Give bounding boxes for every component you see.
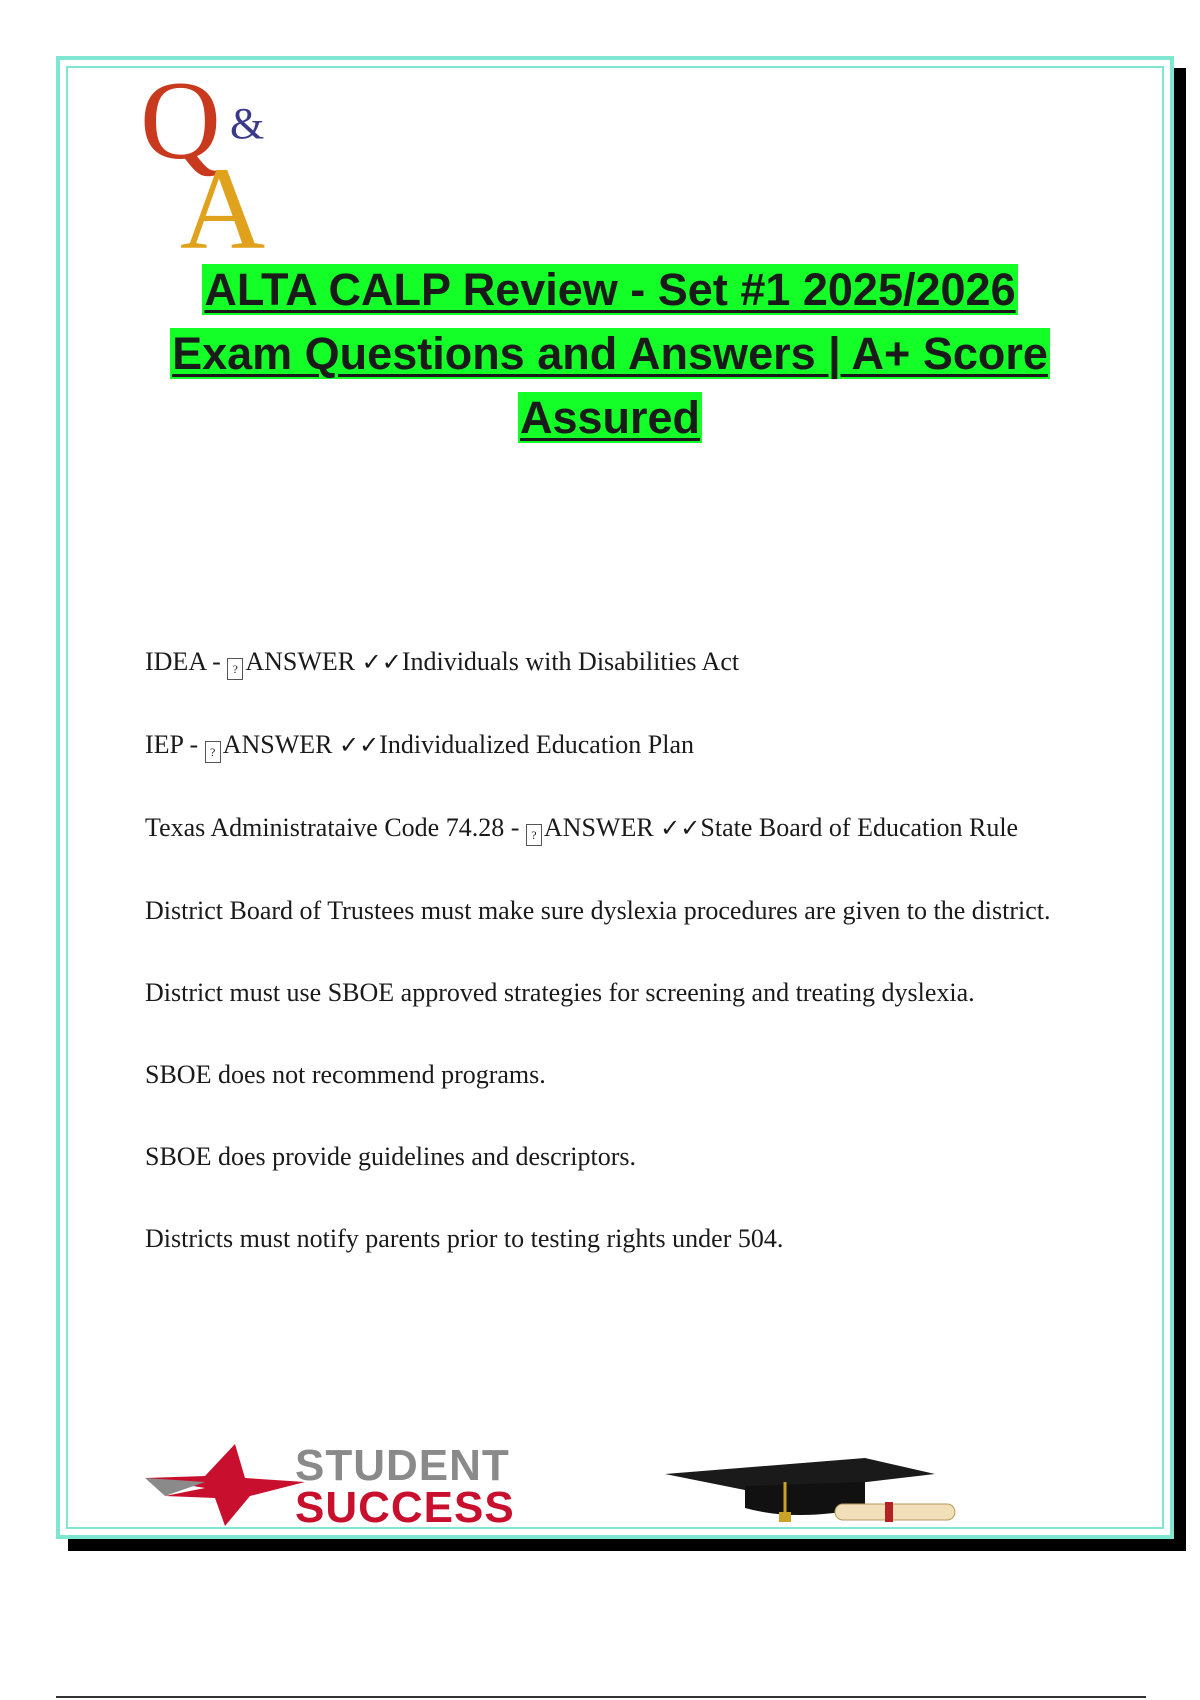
entry-answer: State Board of Education Rule [700,813,1019,842]
logo-amp: & [230,99,265,148]
entry-answer-label: ANSWER [245,647,362,676]
statement: Districts must notify parents prior to testing rights under 504. [145,1224,784,1253]
entry-term: Texas Administrataive Code 74.28 - [145,813,526,842]
title-line-3: Assured [519,392,701,443]
entry-answer: Individuals with Disabilities Act [401,647,740,676]
diploma-icon [835,1502,955,1522]
qa-entry [145,626,1075,698]
qa-entry [145,709,1075,781]
document-title [130,258,1090,450]
logo-a: A [180,143,266,256]
bottom-divider [56,1696,1146,1698]
qa-logo [140,66,300,256]
statement: District Board of Trustees must make sure dyslexia procedures are given to the district. [145,896,1051,925]
qa-list [145,626,1075,1274]
brand-line-1: STUDENT [295,1441,510,1490]
statement: SBOE does not recommend programs. [145,1060,546,1089]
checkmark-icon: ✓✓ [660,814,701,842]
statement: District must use SBOE approved strategies for screening and treating dyslexia. [145,978,975,1007]
entry-answer: Individualized Education Plan [379,730,695,759]
qa-entry [145,792,1075,864]
entry-answer-label: ANSWER [222,730,339,759]
logo-q: Q [140,66,221,183]
answer-marker-icon: ? [526,824,542,846]
student-success-logo [145,1438,1025,1528]
entry-term: IEP - [145,730,205,759]
title-line-2: Exam Questions and Answers | A+ Score [172,328,1048,379]
checkmark-icon: ✓✓ [338,731,380,759]
answer-marker-icon: ? [227,658,243,680]
answer-marker-icon: ? [205,741,221,763]
title-line-1: ALTA CALP Review - Set #1 2025/2026 [204,264,1016,315]
statement: SBOE does provide guidelines and descriptors. [145,1142,637,1171]
checkmark-icon: ✓✓ [361,648,402,676]
entry-term: IDEA - [145,647,228,676]
brand-line-2: SUCCESS [295,1483,515,1528]
entry-answer-label: ANSWER [543,813,661,842]
